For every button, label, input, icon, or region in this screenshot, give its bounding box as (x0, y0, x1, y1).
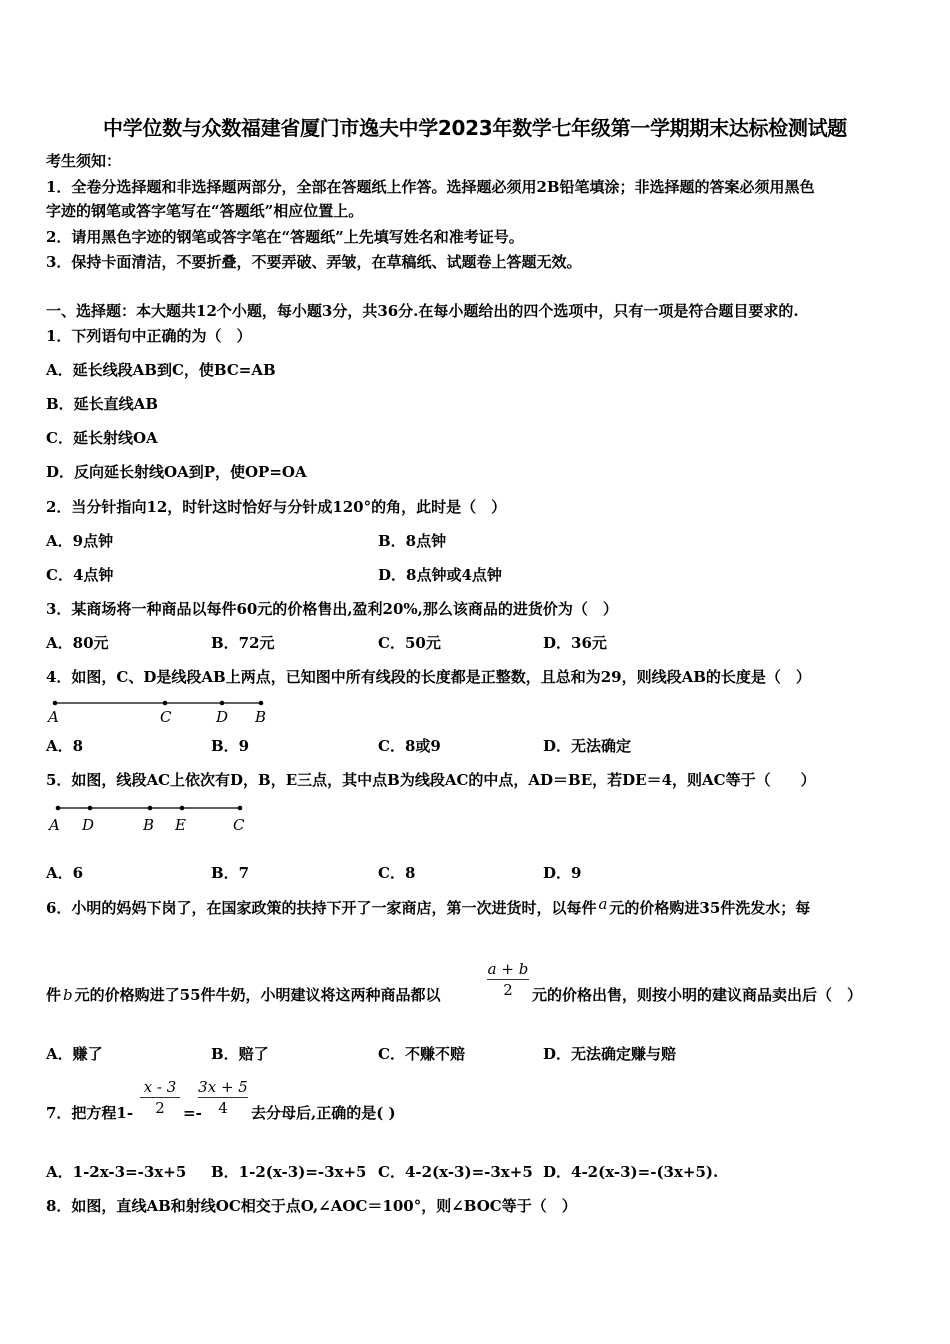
question-2-option-a[interactable]: A．9点钟 (46, 532, 114, 550)
question-6-line-2: 件 b 元的价格购进了55件牛奶，小明建议将这两种商品都以 (46, 986, 441, 1004)
point-b-dot (148, 806, 153, 811)
point-a-dot (53, 701, 58, 706)
question-6-line-2-end: 元的价格出售，则按小明的建议商品卖出后（ ） (532, 986, 863, 1004)
question-7-equals: =- (183, 1104, 202, 1122)
fraction-3x-plus-5-over-4: 3x + 5 4 (198, 1078, 248, 1117)
question-7-prefix: 7．把方程1- (46, 1104, 134, 1122)
question-4-option-b[interactable]: B．9 (211, 737, 250, 755)
question-3-option-b[interactable]: B．72元 (211, 634, 275, 652)
question-7-suffix: 去分母后,正确的是( ) (251, 1104, 396, 1122)
question-2-stem: 2．当分针指向12，时针这时恰好与分针成120°的角，此时是（ ） (46, 498, 507, 516)
point-c-dot (238, 806, 243, 811)
question-8-stem: 8．如图，直线AB和射线OC相交于点O,∠AOC＝100°，则∠BOC等于（ ） (46, 1197, 577, 1215)
point-label-c: C (160, 708, 172, 726)
point-label-e: E (175, 816, 186, 834)
point-a-dot (56, 806, 61, 811)
point-label-b: B (143, 816, 155, 834)
point-label-d: D (216, 708, 229, 726)
point-label-a: A (48, 708, 59, 726)
point-e-dot (180, 806, 185, 811)
point-b-dot (259, 701, 264, 706)
question-2-option-b[interactable]: B．8点钟 (378, 532, 447, 550)
question-7-option-d[interactable]: D．4-2(x-3)=-(3x+5). (543, 1163, 719, 1181)
question-3-option-d[interactable]: D．36元 (543, 634, 607, 652)
question-5-option-a[interactable]: A．6 (46, 864, 84, 882)
question-5-stem: 5．如图，线段AC上依次有D，B，E三点，其中点B为线段AC的中点，AD＝BE，若DE＝4，则AC等于（ ） (46, 771, 816, 789)
question-4-stem: 4．如图，C、D是线段AB上两点，已知图中所有线段的长度都是正整数，且总和为29，则线段AB的长度是（ ） (46, 668, 811, 686)
question-6-line-1: 6．小明的妈妈下岗了，在国家政策的扶持下开了一家商店，第一次进货时，以每件 a 元的价格购进35件洗发水；每 (46, 895, 811, 917)
point-d-dot (220, 701, 225, 706)
question-7-option-a[interactable]: A．1-2x-3=-3x+5 (46, 1163, 187, 1181)
question-4-figure (44, 696, 274, 730)
fraction-x-minus-3-over-2: x - 3 2 (140, 1078, 180, 1117)
question-5-figure (44, 800, 254, 838)
question-1-option-b[interactable]: B．延长直线AB (46, 395, 158, 413)
question-6-option-a[interactable]: A．赚了 (46, 1045, 103, 1063)
variable-a: a (598, 895, 608, 913)
notice-item-1: 1．全卷分选择题和非选择题两部分，全部在答题纸上作答。选择题必须用2B铅笔填涂；非选择题的答案必须用黑色 (46, 178, 815, 196)
question-4-option-d[interactable]: D．无法确定 (543, 737, 632, 755)
section-heading: 一、选择题：本大题共12个小题，每小题3分，共36分.在每小题给出的四个选项中，只有一项是符合题目要求的. (46, 302, 799, 320)
question-1-option-a[interactable]: A．延长线段AB到C，使BC=AB (46, 361, 276, 379)
question-3-option-a[interactable]: A．80元 (46, 634, 109, 652)
question-2-option-c[interactable]: C．4点钟 (46, 566, 114, 584)
notice-item-2: 2．请用黑色字迹的钢笔或答字笔在“答题纸”上先填写姓名和准考证号。 (46, 228, 524, 246)
question-1-option-d[interactable]: D．反向延长射线OA到P，使OP=OA (46, 463, 307, 481)
question-6-option-d[interactable]: D．无法确定赚与赔 (543, 1045, 677, 1063)
question-5-option-d[interactable]: D．9 (543, 864, 582, 882)
question-5-option-c[interactable]: C．8 (378, 864, 416, 882)
question-7-option-b[interactable]: B．1-2(x-3)=-3x+5 (211, 1163, 367, 1181)
variable-b: b (63, 986, 73, 1004)
point-d-dot (88, 806, 93, 811)
question-2-option-d[interactable]: D．8点钟或4点钟 (378, 566, 502, 584)
question-6-option-b[interactable]: B．赔了 (211, 1045, 269, 1063)
question-5-option-b[interactable]: B．7 (211, 864, 250, 882)
point-c-dot (163, 701, 168, 706)
question-4-option-c[interactable]: C．8或9 (378, 737, 441, 755)
question-3-option-c[interactable]: C．50元 (378, 634, 441, 652)
point-label-a: A (49, 816, 60, 834)
point-label-d: D (82, 816, 95, 834)
notice-item-1-cont: 字迹的钢笔或答字笔写在“答题纸”相应位置上。 (46, 202, 364, 220)
point-label-b: B (255, 708, 267, 726)
notice-heading: 考生须知： (46, 152, 122, 170)
page-title: 中学位数与众数福建省厦门市逸夫中学2023年数学七年级第一学期期末达标检测试题 (103, 116, 847, 140)
fraction-a-plus-b-over-2: a + b 2 (487, 960, 529, 999)
question-7-option-c[interactable]: C．4-2(x-3)=-3x+5 (378, 1163, 533, 1181)
point-label-c: C (233, 816, 245, 834)
question-4-option-a[interactable]: A．8 (46, 737, 84, 755)
question-3-stem: 3．某商场将一种商品以每件60元的价格售出,盈利20%,那么该商品的进货价为（ ） (46, 600, 618, 618)
question-6-option-c[interactable]: C．不赚不赔 (378, 1045, 465, 1063)
question-1-option-c[interactable]: C．延长射线OA (46, 429, 158, 447)
question-1-stem: 1．下列语句中正确的为（ ） (46, 327, 252, 345)
notice-item-3: 3．保持卡面清洁，不要折叠，不要弄破、弄皱，在草稿纸、试题卷上答题无效。 (46, 253, 582, 271)
